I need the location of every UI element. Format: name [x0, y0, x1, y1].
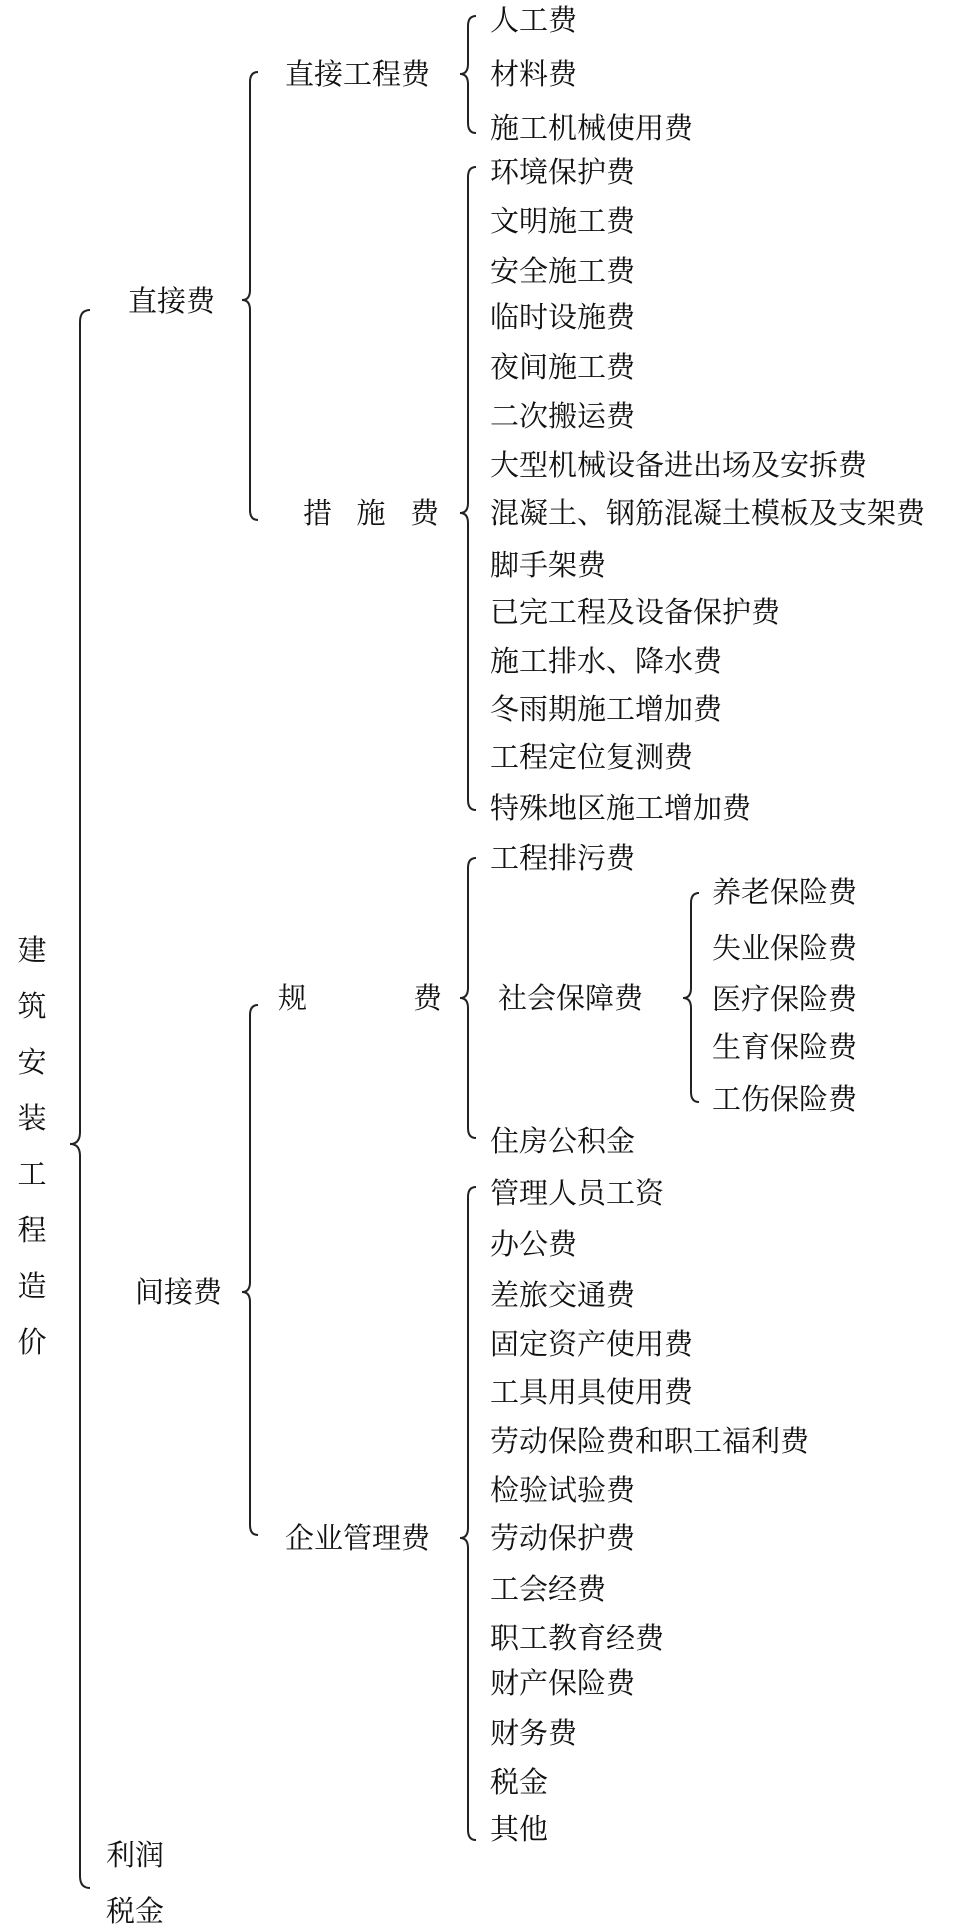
leaf-item: 大型机械设备进出场及安拆费	[490, 448, 868, 482]
root-char: 价	[17, 1325, 47, 1359]
fees-char: 费	[412, 981, 442, 1015]
leaf-item: 临时设施费	[490, 300, 636, 334]
root-char: 工	[17, 1157, 47, 1191]
leaf-item: 生育保险费	[712, 1030, 858, 1064]
node-tax: 税金	[106, 1894, 165, 1928]
leaf-item: 失业保险费	[712, 931, 858, 965]
root-char: 安	[17, 1045, 47, 1079]
measures-char: 措	[303, 496, 333, 530]
node-measures-cost	[303, 495, 439, 531]
fees-brace	[460, 858, 476, 1138]
node-social-security: 社会保障费	[498, 981, 644, 1015]
leaf-item: 财产保险费	[490, 1666, 636, 1700]
leaf-item: 冬雨期施工增加费	[490, 692, 723, 726]
leaf-item: 工会经费	[490, 1572, 607, 1606]
measures-char: 费	[409, 496, 439, 530]
social-security-brace	[683, 893, 699, 1102]
leaf-item: 住房公积金	[490, 1124, 636, 1158]
measures-brace	[460, 167, 476, 810]
root-char: 程	[17, 1213, 47, 1247]
root-char: 装	[17, 1101, 47, 1135]
leaf-item: 劳动保护费	[490, 1521, 636, 1555]
indirect-brace	[242, 1005, 258, 1535]
node-profit: 利润	[106, 1838, 165, 1872]
leaf-item: 医疗保险费	[712, 982, 858, 1016]
leaf-item: 施工机械使用费	[490, 111, 694, 145]
leaf-item: 工伤保险费	[712, 1082, 858, 1116]
leaf-item: 文明施工费	[490, 204, 636, 238]
enterprise-mgmt-brace	[460, 1187, 476, 1840]
leaf-item: 混凝土、钢筋混凝土模板及支架费	[490, 496, 926, 530]
leaf-item: 夜间施工费	[490, 350, 636, 384]
leaf-item: 脚手架费	[490, 548, 607, 582]
direct-brace	[242, 72, 258, 520]
leaf-item: 工具用具使用费	[490, 1375, 694, 1409]
leaf-item: 劳动保险费和职工福利费	[490, 1424, 810, 1458]
node-direct-cost: 直接费	[128, 284, 216, 318]
node-enterprise-mgmt-cost: 企业管理费	[285, 1521, 431, 1555]
measures-char: 施	[356, 496, 386, 530]
leaf-item: 其他	[490, 1812, 549, 1846]
leaf-item: 办公费	[490, 1227, 578, 1261]
leaf-item: 工程排污费	[490, 841, 636, 875]
leaf-item: 固定资产使用费	[490, 1327, 694, 1361]
leaf-item: 财务费	[490, 1716, 578, 1750]
node-direct-engineering-cost: 直接工程费	[285, 57, 431, 91]
direct-engineering-brace	[460, 16, 476, 133]
leaf-item: 差旅交通费	[490, 1278, 636, 1312]
leaf-item: 养老保险费	[712, 875, 858, 909]
leaf-item: 职工教育经费	[490, 1621, 665, 1655]
leaf-item: 环境保护费	[490, 155, 636, 189]
leaf-item: 人工费	[490, 3, 578, 37]
root-char: 筑	[17, 989, 47, 1023]
root-brace	[70, 310, 90, 1888]
leaf-item: 工程定位复测费	[490, 740, 694, 774]
leaf-item: 施工排水、降水费	[490, 644, 723, 678]
leaf-item: 特殊地区施工增加费	[490, 791, 752, 825]
leaf-item: 已完工程及设备保护费	[490, 595, 781, 629]
root-char: 造	[17, 1269, 47, 1303]
leaf-item: 管理人员工资	[490, 1176, 665, 1210]
leaf-item: 二次搬运费	[490, 399, 636, 433]
node-fees	[278, 980, 442, 1016]
leaf-item: 安全施工费	[490, 254, 636, 288]
node-indirect-cost: 间接费	[135, 1275, 223, 1309]
leaf-item: 检验试验费	[490, 1473, 636, 1507]
leaf-item: 税金	[490, 1765, 549, 1799]
fees-char: 规	[278, 981, 308, 1015]
root-char: 建	[17, 933, 47, 967]
leaf-item: 材料费	[490, 57, 578, 91]
